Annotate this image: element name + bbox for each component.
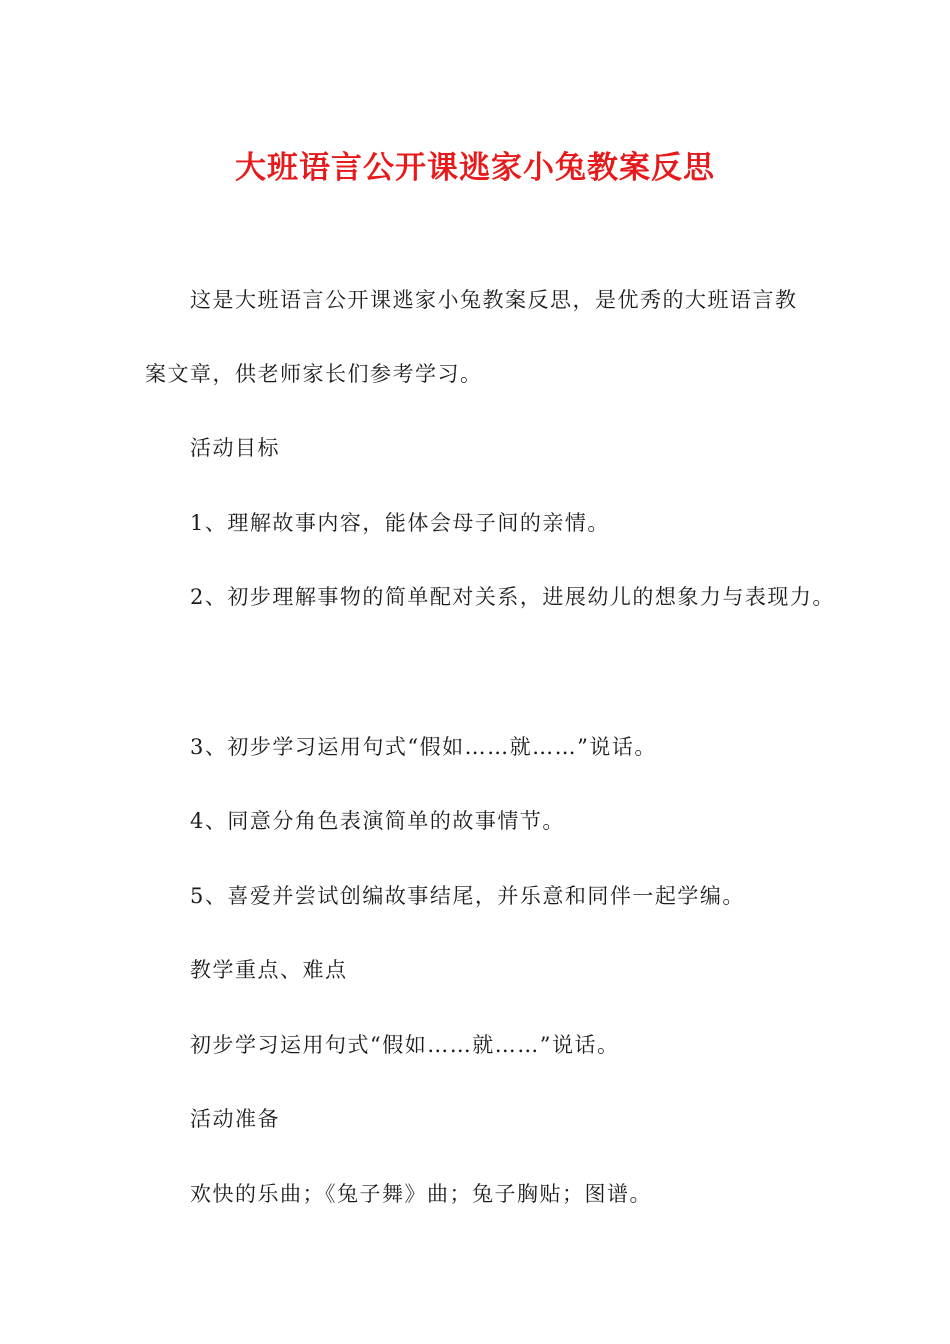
goal-item-3: 3、初步学习运用句式“假如……就……”说话。 [190,735,657,759]
goal-item-5: 5、喜爱并尝试创编故事结尾，并乐意和同伴一起学编。 [190,884,745,908]
preparation-text: 欢快的乐曲；《兔子舞》曲；兔子胸贴；图谱。 [190,1182,652,1206]
goal-item-4: 4、同意分角色表演简单的故事情节。 [190,809,565,833]
goal-item-2: 2、初步理解事物的简单配对关系，进展幼儿的想象力与表现力。 [190,585,835,609]
key-points-text: 初步学习运用句式“假如……就……”说话。 [190,1033,620,1057]
section-heading-preparation: 活动准备 [190,1107,280,1131]
intro-paragraph-line-1: 这是大班语言公开课逃家小兔教案反思，是优秀的大班语言教 [190,288,798,312]
document-title: 大班语言公开课逃家小兔教案反思 [235,150,715,186]
intro-paragraph-line-2: 案文章，供老师家长们参考学习。 [145,362,483,386]
section-heading-key-points: 教学重点、难点 [190,958,348,982]
section-heading-goals: 活动目标 [190,436,280,460]
goal-item-1: 1、理解故事内容，能体会母子间的亲情。 [190,511,610,535]
